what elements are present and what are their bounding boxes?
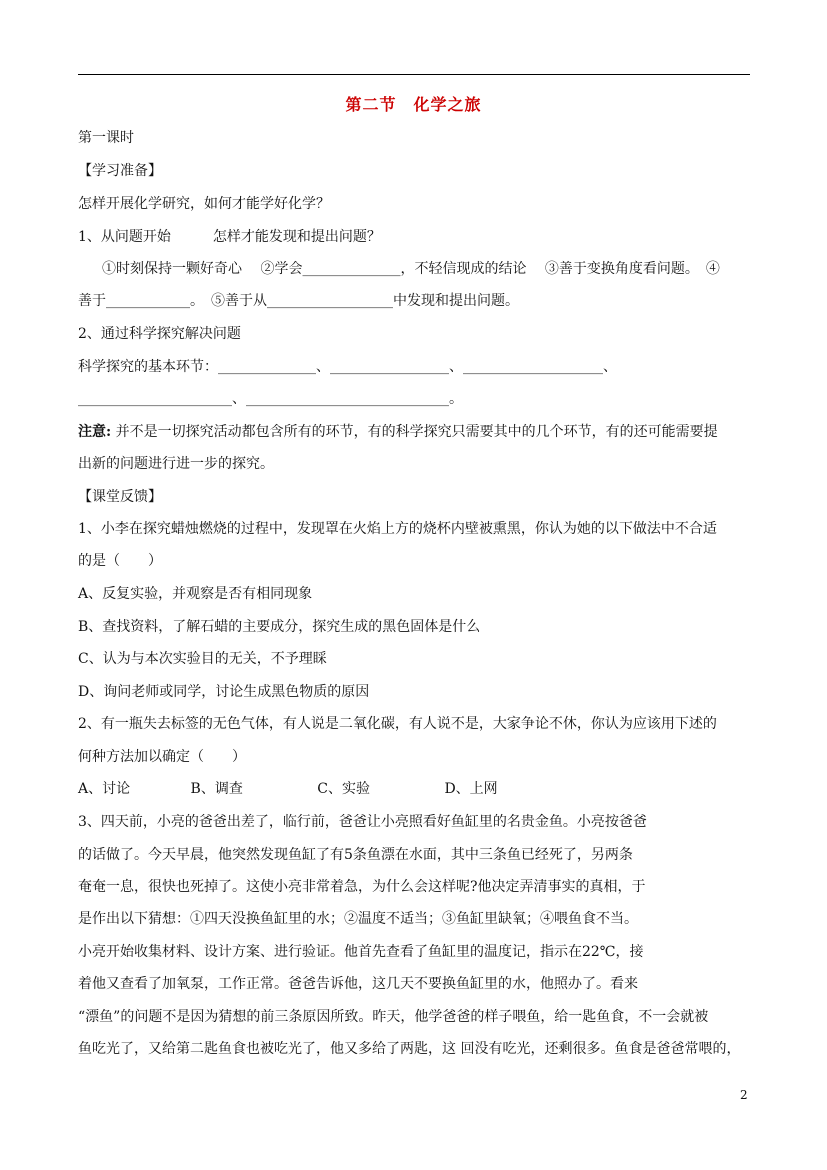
lesson-label: 第一课时 [78,130,134,146]
question-2-line-1: 科学探究的基本环节：______________、_________________、____________________、 [78,359,617,375]
page-number: 2 [740,1088,748,1102]
feedback-q3-line-7: “漂鱼”的问题不是因为猜想的前三条原因所致。昨天，他学爸爸的样子喂鱼，给一匙鱼食，不一会就被 [78,1009,709,1025]
feedback-q1-option-d: D、询问老师或同学，讨论生成黑色物质的原因 [78,684,370,700]
feedback-q3-line-3: 奄奄一息，很快也死掉了。这使小亮非常着急，为什么会这样呢?他决定弄清事实的真相，于 [78,879,646,895]
note-line-1 [78,422,718,442]
feedback-q2-line-2: 何种方法加以确定（ ） [78,749,246,765]
header-rule [78,74,750,75]
feedback-q3-line-2: 的话做了。今天早晨，他突然发现鱼缸了有5条鱼漂在水面，其中三条鱼已经死了，另两条 [78,847,633,863]
feedback-q3-line-1: 3、四天前，小亮的爸爸出差了，临行前，爸爸让小亮照看好鱼缸里的名贵金鱼。小亮按爸爸 [78,814,647,830]
section-header-feedback: 【课堂反馈】 [78,489,162,505]
feedback-q3-line-4: 是作出以下猜想：①四天没换鱼缸里的水；②温度不适当；③鱼缸里缺氧；④喂鱼食不当。 [78,911,638,927]
feedback-q2-options: A、讨论 B、调查 C、实验 D、上网 [78,781,498,797]
section-header-prep: 【学习准备】 [78,163,162,179]
feedback-q2-line-1: 2、有一瓶失去标签的无色气体，有人说是二氧化碳，有人说不是，大家争论不休，你认为应该用下述的 [78,716,717,732]
feedback-q1-line-2: 的是（ ） [78,553,162,569]
feedback-q1-option-a: A、反复实验，并观察是否有相同现象 [78,586,313,602]
feedback-q1-option-b: B、查找资料，了解石蜡的主要成分，探究生成的黑色固体是什么 [78,619,481,635]
feedback-q3-line-5: 小亮开始收集材料、设计方案、进行验证。他首先查看了鱼缸里的温度记，指示在22℃，接 [78,944,644,960]
page-title: 第二节 化学之旅 [345,95,482,114]
note-text-1: 并不是一切探究活动都包含所有的环节，有的科学探究只需要其中的几个环节，有的还可能需要提 [111,424,718,440]
question-1-line-1: ①时刻保持一颗好奇心 ②学会______________，不轻信现成的结论 ③善于变换角度看问题。 ④ [102,261,720,277]
note-label: 注意: [78,424,112,440]
feedback-q1-option-c: C、认为与本次实验目的无关，不予理睬 [78,651,327,667]
prep-intro: 怎样开展化学研究，如何才能学好化学？ [78,196,330,212]
feedback-q3-line-6: 着他又查看了加氧泵，工作正常。爸爸告诉他，这几天不要换鱼缸里的水，他照办了。看来 [78,976,638,992]
feedback-q1-line-1: 1、小李在探究蜡烛燃烧的过程中，发现罩在火焰上方的烧杯内壁被熏黑，你认为她的以下做法中不合适 [78,521,717,537]
note-line-2: 出新的问题进行进一步的探究。 [78,456,274,472]
question-2-line-2: ______________________、_____________________________。 [78,391,463,407]
question-1-title: 1、从问题开始 怎样才能发现和提出问题？ [78,229,381,245]
feedback-q3-line-8: 鱼吃光了，又给第二匙鱼食也被吃光了，他又多给了两匙，这 回没有吃光，还剩很多。鱼食是爸爸常喂的， [78,1041,741,1057]
question-2-title: 2、通过科学探究解决问题 [78,326,241,342]
question-1-line-2: 善于____________。 ⑤善于从__________________中发现和提出问题。 [78,293,519,309]
